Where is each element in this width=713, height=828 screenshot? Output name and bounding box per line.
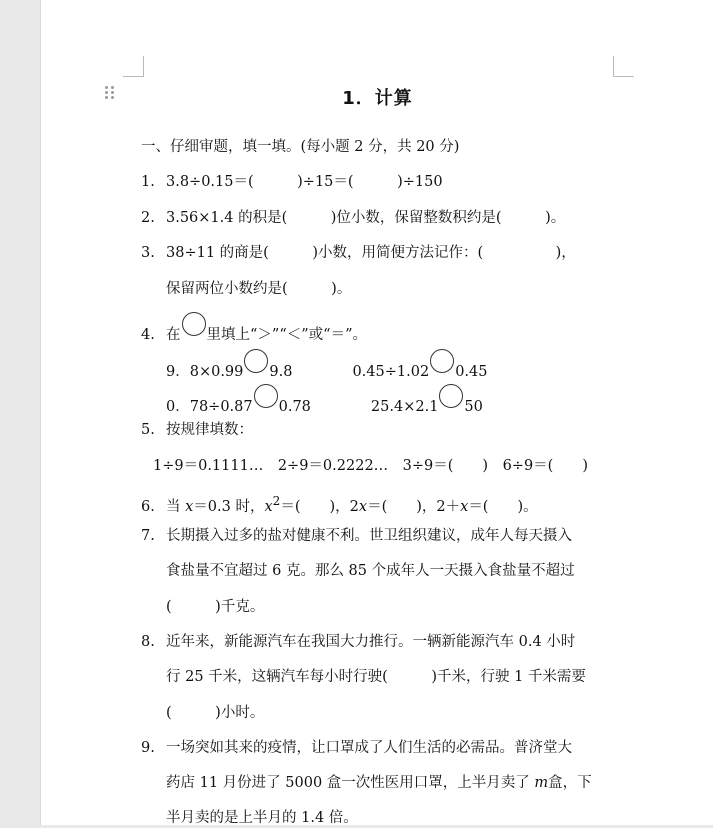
text-part: ＝0.3 时， — [193, 498, 265, 515]
compare-left: 25.4×2.1 — [370, 399, 439, 415]
question-1 — [141, 172, 443, 192]
question-text: 长期摄入过多的盐对健康不利。世卫组织建议，成年人每天摄入 — [166, 528, 572, 544]
variable-x: x — [460, 498, 469, 515]
question-number: 2. — [141, 210, 155, 226]
question-5 — [141, 420, 253, 440]
page-title: 1．计算 — [342, 88, 413, 109]
text-part: ＝( )。 — [468, 498, 538, 515]
variable-x: x — [358, 498, 368, 515]
answer-circle[interactable] — [430, 349, 454, 373]
document-page — [40, 0, 713, 825]
question-text: 按规律填数： — [166, 422, 253, 438]
sequence-line: 1÷9＝0.1111… 2÷9＝0.2222… 3÷9＝( ) 6÷9＝( ) — [153, 458, 588, 474]
question-2 — [141, 208, 565, 228]
question-text: 一场突如其来的疫情，让口罩成了人们生活的必需品。普济堂大 — [166, 740, 572, 756]
answer-circle[interactable] — [244, 349, 268, 373]
question-number: 9. — [141, 740, 155, 756]
exponent: 2 — [272, 494, 281, 508]
answer-circle[interactable] — [182, 312, 206, 336]
variable-x: x — [185, 498, 194, 515]
compare-right: 0.45 — [455, 364, 488, 380]
compare-left: 0．78÷0.87 — [166, 399, 253, 415]
compare-left: 9．8×0.99 — [166, 364, 244, 380]
question-3-line-2: 保留两位小数约是( )。 — [166, 281, 352, 297]
question-6 — [141, 491, 538, 517]
comparison-row-2 — [166, 391, 483, 417]
question-8-line-3: ( )小时。 — [166, 705, 265, 721]
question-7-line-3: ( )千克。 — [166, 599, 265, 615]
question-7-line-2: 食盐量不宜超过 6 克。那么 85 个成年人一天摄入食盐量不超过 — [166, 563, 575, 579]
variable-m: m — [534, 775, 549, 791]
question-number: 6. — [141, 498, 155, 515]
text-part: ＝( )，2＋ — [367, 498, 461, 515]
question-number: 4. — [141, 327, 155, 343]
compare-right: 9.8 — [269, 364, 293, 380]
answer-circle[interactable] — [254, 384, 278, 408]
variable-x: x — [264, 498, 273, 515]
text-part: ＝( )，2 — [280, 498, 359, 515]
compare-right: 50 — [464, 399, 483, 415]
text-part: 药店 11 月份进了 5000 盒一次性医用口罩，上半月卖了 — [166, 775, 535, 791]
compare-left: 0.45÷1.02 — [352, 364, 430, 380]
compare-right: 0.78 — [278, 399, 311, 415]
question-8-line-2: 行 25 千米，这辆汽车每小时行驶( )千米，行驶 1 千米需要 — [166, 669, 586, 685]
question-8 — [141, 632, 575, 652]
question-text: 3.8÷0.15＝( )÷15＝( )÷150 — [166, 174, 443, 190]
question-9-line-2 — [166, 773, 592, 793]
text-part: 盒，下 — [548, 775, 592, 791]
question-text: 38÷11 的商是( )小数，用简便方法记作：( )， — [166, 245, 576, 261]
margin-corner-top-right — [613, 56, 634, 77]
text-part: 当 — [166, 498, 186, 515]
question-number: 7. — [141, 528, 155, 544]
question-number: 3. — [141, 245, 155, 261]
question-number: 8. — [141, 634, 155, 650]
question-9-line-3: 半月卖的是上半月的 1.4 倍。 — [166, 810, 358, 826]
question-prefix: 在 — [166, 327, 181, 343]
comparison-row-1 — [166, 356, 487, 382]
section-heading: 一、仔细审题，填一填。(每小题 2 分，共 20 分) — [141, 139, 460, 155]
question-9 — [141, 738, 572, 758]
answer-circle[interactable] — [439, 384, 463, 408]
question-number: 5. — [141, 422, 155, 438]
question-number: 1. — [141, 174, 155, 190]
question-3 — [141, 243, 576, 263]
question-suffix: 里填上“＞”“＜”或“＝”。 — [206, 327, 367, 343]
question-4 — [141, 319, 367, 345]
question-text: 3.56×1.4 的积是( )位小数，保留整数积约是( )。 — [166, 210, 566, 226]
question-7 — [141, 526, 572, 546]
question-text: 近年来，新能源汽车在我国大力推行。一辆新能源汽车 0.4 小时 — [166, 634, 576, 650]
margin-corner-top-left — [123, 56, 144, 77]
